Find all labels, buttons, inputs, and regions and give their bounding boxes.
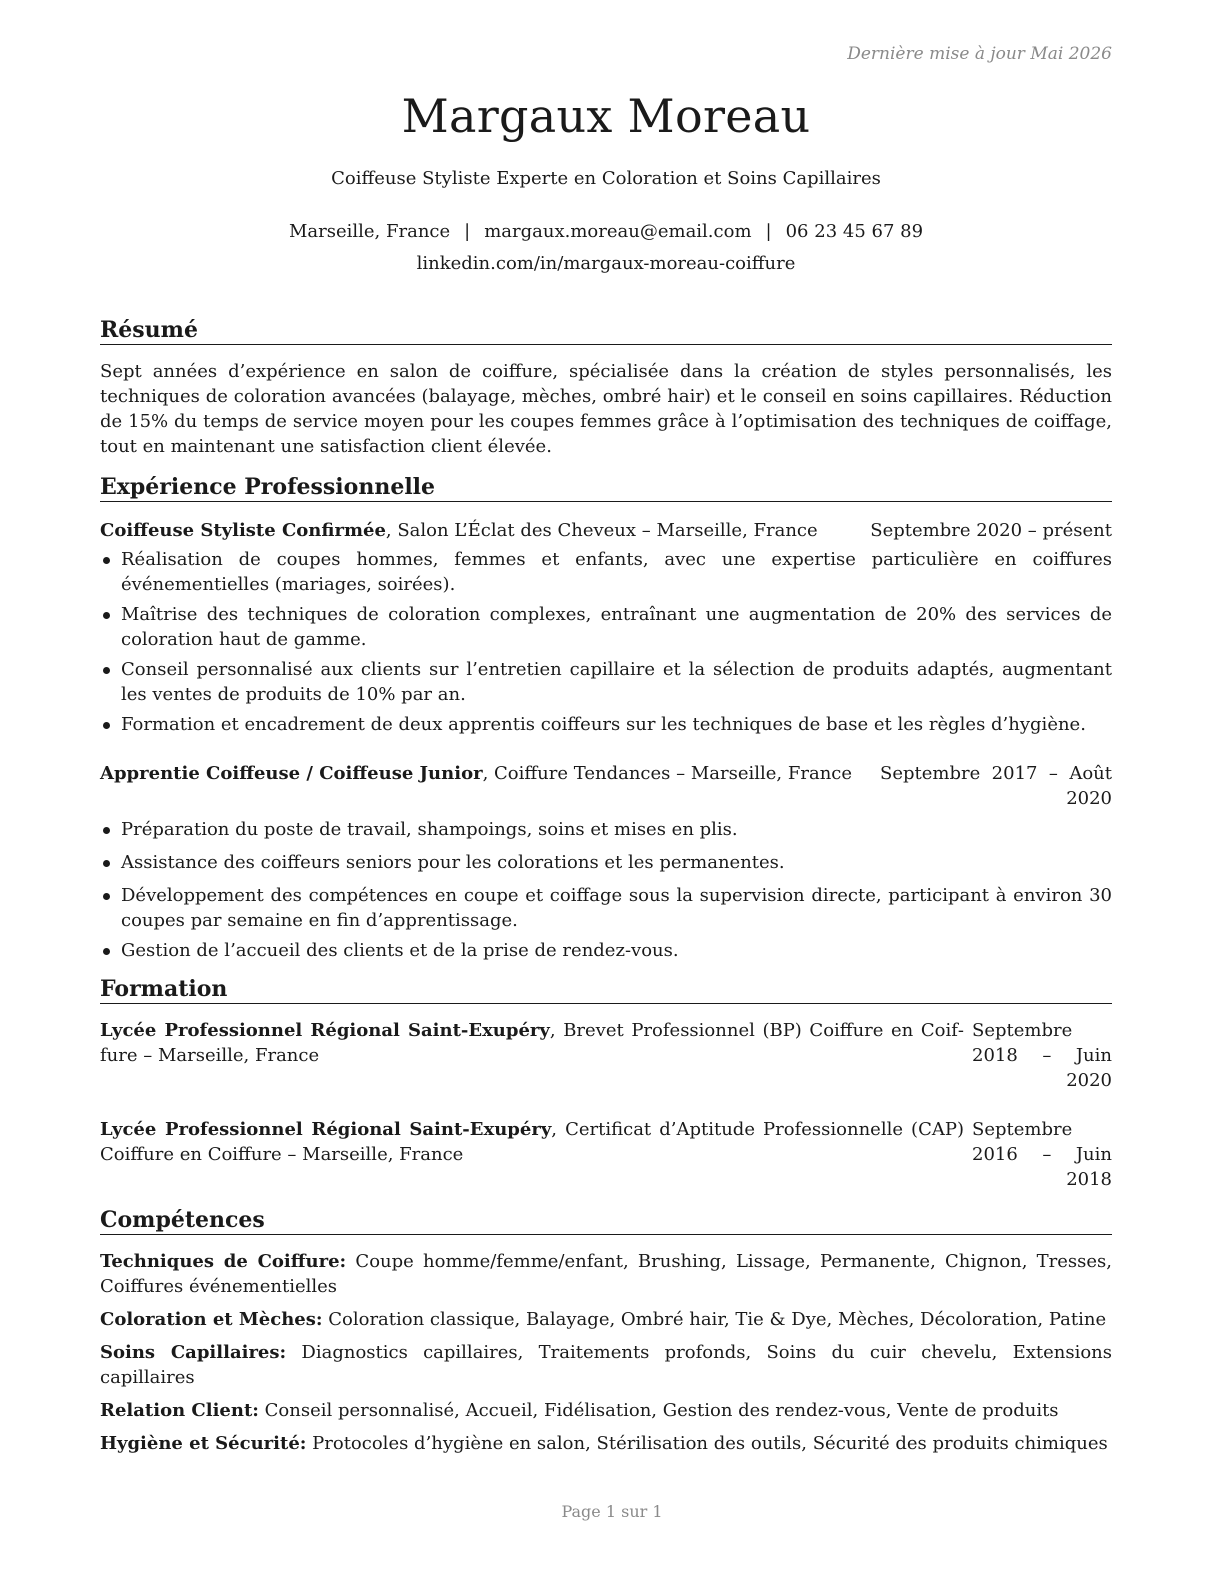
skill-values: Protocoles d’hygiène en salon, Stérilisation des outils, Sécurité des produits chimiques bbox=[306, 1433, 1108, 1454]
skill-label: Techniques de Coiffure: bbox=[100, 1251, 347, 1272]
linkedin-link[interactable]: linkedin.com/in/margaux-moreau-coiffure bbox=[416, 253, 796, 274]
job-dates: Septembre 2020 – présent bbox=[870, 520, 1112, 541]
summary-text: Sept années d’expérience en salon de coiffure, spécialisée dans la création de styles personnalisés, les techniques de coloration avancées (balayage, mèches, ombré hair) et le conseil en soins capillaires. Réduction de 15% du temps de service moyen pour les coupes femmes grâce à l’optimisation des techniques de coiffage, tout en maintenant une satisfaction client élevée. bbox=[100, 361, 1112, 457]
skills-section bbox=[100, 1206, 1112, 1456]
skill-line bbox=[100, 1249, 1112, 1299]
separator: | bbox=[464, 221, 471, 242]
candidate-name: Margaux Moreau bbox=[401, 89, 811, 143]
job-role: Apprentie Coiffeuse / Coiffeuse Junior bbox=[100, 763, 483, 784]
bullet-item: Développement des compétences en coupe et coiffage sous la supervision directe, participant à environ 30 coupes par semaine en fin d’apprentissage. bbox=[100, 883, 1112, 933]
school-name: Lycée Professionnel Régional Saint-Exupéry bbox=[100, 1119, 552, 1140]
section-title-summary: Résumé bbox=[100, 316, 1112, 345]
skill-line bbox=[100, 1340, 1112, 1390]
education-dates: Septembre 2018 – Juin 2020 bbox=[972, 1020, 1112, 1091]
experience-entry bbox=[100, 761, 1112, 963]
skill-label: Soins Capillaires: bbox=[100, 1342, 287, 1363]
email-link[interactable]: margaux.moreau@email.com bbox=[484, 221, 752, 242]
contact-line-1 bbox=[100, 216, 1112, 248]
section-title-education: Formation bbox=[100, 975, 1112, 1004]
bullet-item: Réalisation de coupes hommes, femmes et enfants, avec une expertise particulière en coiffures événementielles (mariages, soirées). bbox=[100, 547, 1112, 597]
location: Marseille, France bbox=[288, 221, 451, 242]
degree-detail: , Brevet Professionnel (BP) Coiffure en Coiffure – Marseille, France bbox=[100, 1020, 964, 1066]
job-role: Coiffeuse Styliste Confirmée bbox=[100, 520, 386, 541]
entry-header bbox=[100, 518, 1112, 543]
skill-label: Coloration et Mèches: bbox=[100, 1309, 323, 1330]
experience-entry bbox=[100, 518, 1112, 737]
entry-heading bbox=[100, 761, 872, 786]
skill-line bbox=[100, 1398, 1112, 1423]
job-dates: Septembre 2017 – Août 2020 bbox=[880, 763, 1112, 809]
skill-line bbox=[100, 1431, 1112, 1456]
contact-info bbox=[100, 216, 1112, 280]
bullet-item: Conseil personnalisé aux clients sur l’entretien capillaire et la sélection de produits adaptés, augmentant les ventes de produits de 10% par an. bbox=[100, 657, 1112, 707]
bullet-item: Préparation du poste de travail, shampoings, soins et mises en plis. bbox=[100, 817, 1112, 842]
entry-header bbox=[100, 1018, 1112, 1093]
education-entry bbox=[100, 1018, 1112, 1093]
summary-section bbox=[100, 316, 1112, 459]
degree-detail: , Certificat d’Aptitude Professionnelle (CAP) Coiffure en Coiffure – Marseille, France bbox=[100, 1119, 964, 1165]
skill-values: Coloration classique, Balayage, Ombré hair, Tie & Dye, Mèches, Décoloration, Patine bbox=[322, 1309, 1107, 1330]
resume-page bbox=[100, 86, 1112, 1456]
entry-heading bbox=[100, 1018, 964, 1068]
entry-heading bbox=[100, 518, 862, 543]
job-bullets bbox=[100, 817, 1112, 963]
page-number: Page 1 sur 1 bbox=[561, 1502, 663, 1521]
bullet-item: Formation et encadrement de deux apprentis coiffeurs sur les techniques de base et les règles d’hygiène. bbox=[100, 712, 1112, 737]
separator: | bbox=[765, 221, 772, 242]
job-bullets bbox=[100, 547, 1112, 737]
bullet-item: Assistance des coiffeurs seniors pour les colorations et les permanentes. bbox=[100, 850, 1112, 875]
entry-header bbox=[100, 1117, 1112, 1192]
education-section bbox=[100, 975, 1112, 1192]
job-place: , Salon L’Éclat des Cheveux – Marseille, France bbox=[385, 520, 818, 541]
skill-line bbox=[100, 1307, 1112, 1332]
last-updated-note: Dernière mise à jour Mai 2026 bbox=[847, 44, 1112, 64]
education-entry bbox=[100, 1117, 1112, 1192]
skill-values: Conseil personnalisé, Accueil, Fidélisation, Gestion des rendez-vous, Vente de produits bbox=[258, 1400, 1059, 1421]
entry-heading bbox=[100, 1117, 964, 1167]
job-place: , Coiffure Tendances – Marseille, France bbox=[482, 763, 853, 784]
bullet-item: Gestion de l’accueil des clients et de la prise de rendez-vous. bbox=[100, 938, 1112, 963]
skill-values: Diagnostics capillaires, Traitements profonds, Soins du cuir chevelu, Extensions capillaires bbox=[100, 1342, 1112, 1388]
skill-label: Relation Client: bbox=[100, 1400, 259, 1421]
school-name: Lycée Professionnel Régional Saint-Exupéry bbox=[100, 1020, 550, 1041]
candidate-title: Coiffeuse Styliste Experte en Coloration et Soins Capillaires bbox=[331, 168, 881, 189]
phone-number: 06 23 45 67 89 bbox=[785, 221, 924, 242]
section-title-experience: Expérience Professionnelle bbox=[100, 473, 1112, 502]
entry-header bbox=[100, 761, 1112, 811]
section-title-skills: Compétences bbox=[100, 1206, 1112, 1235]
skill-label: Hygiène et Sécurité: bbox=[100, 1433, 307, 1454]
skill-values: Coupe homme/femme/enfant, Brushing, Lissage, Permanente, Chignon, Tresses, Coiffures événementielles bbox=[100, 1251, 1112, 1297]
education-dates: Septembre 2016 – Juin 2018 bbox=[972, 1119, 1112, 1190]
bullet-item: Maîtrise des techniques de coloration complexes, entraînant une augmentation de 20% des services de coloration haut de gamme. bbox=[100, 602, 1112, 652]
experience-section bbox=[100, 473, 1112, 963]
